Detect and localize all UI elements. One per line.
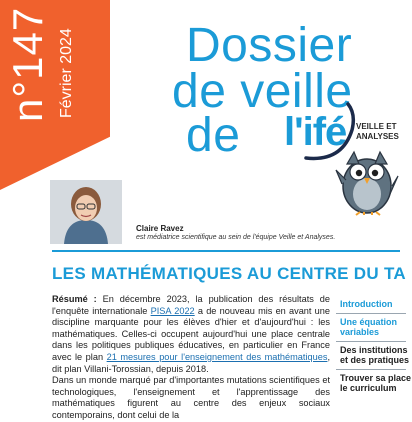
summary-label: Résumé : <box>52 294 97 304</box>
title-line-1: Dossier <box>186 19 353 72</box>
author-photo <box>50 180 122 244</box>
toc-item[interactable]: variables <box>340 327 380 337</box>
owl-mascot-icon <box>334 146 400 216</box>
issue-date: Février 2024 <box>58 28 75 118</box>
summary-paragraph-1 <box>52 294 330 375</box>
summary-paragraph-2: Dans un monde marqué par d'importantes mutations scientifiques et technologiques, l'enseignement et l'apprentissage des mathématiques figurent au centre des enjeux sociaux contemporains, dont celui de la <box>52 375 330 420</box>
author-name: Claire Ravez <box>136 224 184 233</box>
title-line-2: de veille <box>172 65 353 118</box>
summary-text-c: , dit plan Villani-Torossian, depuis 2018. <box>52 351 330 374</box>
toc-item[interactable]: Introduction <box>340 299 393 309</box>
issue-number: n°147 <box>4 6 51 122</box>
toc-item[interactable]: et des pratiques <box>340 355 410 365</box>
plan-21-mesures-link[interactable]: 21 mesures pour l'enseignement des mathématiques <box>106 351 328 362</box>
toc-item[interactable]: Une équation <box>336 313 406 327</box>
toc-item[interactable]: Trouver sa place <box>336 369 406 383</box>
summary-text-a: En décembre 2023, la publication des résultats de l'enquête internationale <box>52 294 331 316</box>
ife-logo: l'ifé <box>284 110 347 154</box>
header-divider <box>52 250 400 252</box>
toc-item[interactable]: Des institutions <box>336 341 406 355</box>
pisa-link[interactable]: PISA 2022 <box>150 305 195 316</box>
author-role: est médiatrice scientifique au sein de l'équipe Veille et Analyses. <box>136 234 336 241</box>
title-line-3-prefix: de <box>186 109 241 162</box>
summary-text-b: a de nouveau mis en avant une discipline marquante pour les élèves d'hier et d'aujourd'hui : les mathématiques. Celles-ci occupent aujourd'hui une place centrale dans les politiques publiques éducatives, en particulier en France avec le plan <box>52 305 331 362</box>
tagline: VEILLE ET ANALYSES <box>356 122 399 141</box>
article-headline: LES MATHÉMATIQUES AU CENTRE DU TA <box>52 264 406 283</box>
table-of-contents <box>336 296 412 397</box>
issue-ribbon <box>0 0 110 190</box>
summary-text <box>52 294 330 422</box>
toc-item[interactable]: le curriculum <box>340 383 397 393</box>
